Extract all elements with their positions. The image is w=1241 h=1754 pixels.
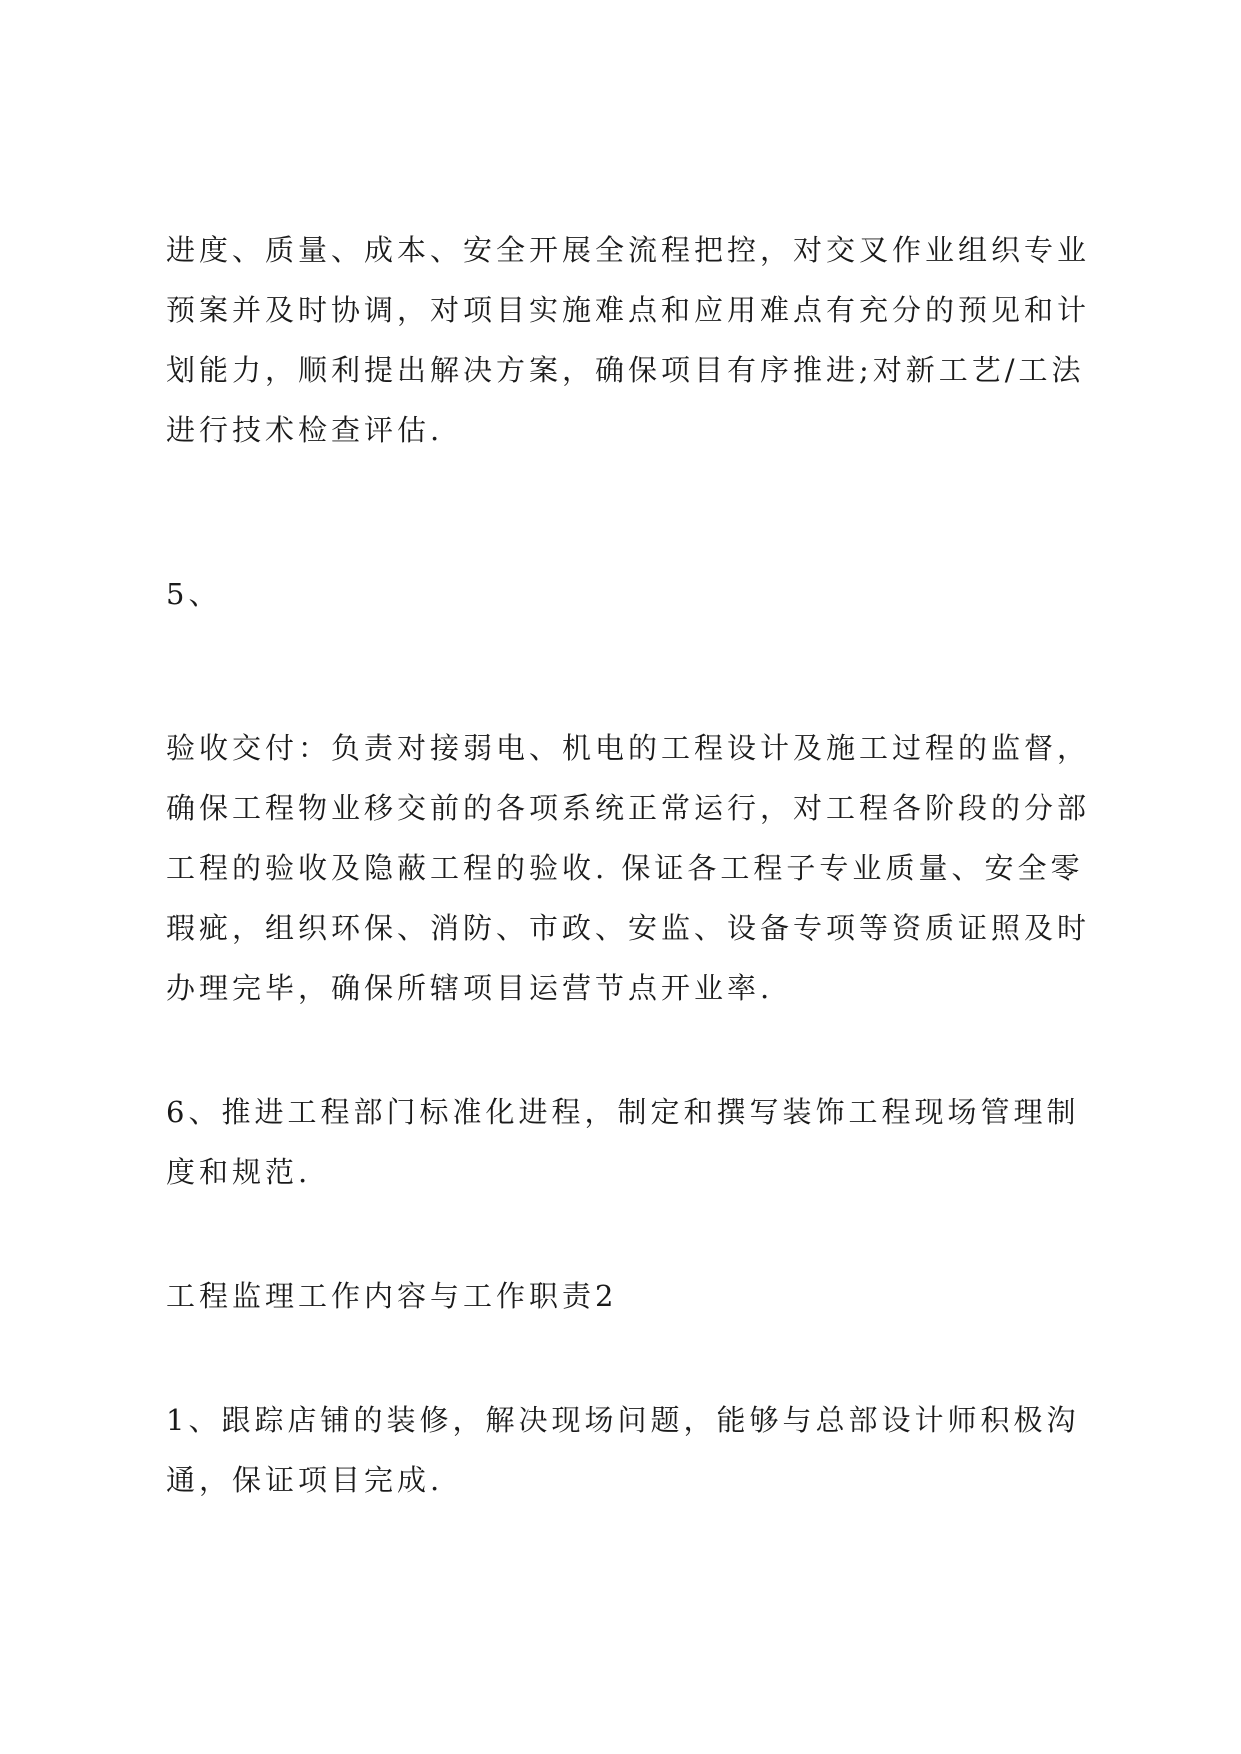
paragraph-gap [166,460,1096,564]
section-heading: 工程监理工作内容与工作职责2 [166,1279,618,1313]
document-body [166,220,1096,1510]
paragraph-gap [166,624,1096,718]
paragraph-item-6: 6、推进工程部门标准化进程，制定和撰写装饰工程现场管理制 度和规范. [166,1095,1080,1189]
paragraph-gap [166,1326,1096,1390]
paragraph-acceptance-delivery: 验收交付：负责对接弱电、机电的工程设计及施工过程的监督， 确保工程物业移交前的各项系统正常运行，对工程各阶段的分部 工程的验收及隐蔽工程的验收. 保证各工程子专业质量、安全零 瑕疵，组织环保、消防、市政、安监、设备专项等资质证照及时 办理完毕，确保所辖项目运营节点开业率. [166,731,1091,1005]
paragraph-item-1: 1、跟踪店铺的装修，解决现场问题，能够与总部设计师积极沟 通，保证项目完成. [166,1403,1080,1497]
item-number-5: 5、 [166,577,222,611]
paragraph-progress-control: 进度、质量、成本、安全开展全流程把控，对交叉作业组织专业 预案并及时协调，对项目实施难点和应用难点有充分的预见和计 划能力，顺利提出解决方案，确保项目有序推进;对新工艺/工法 进行技术检查评估. [166,233,1091,447]
paragraph-gap [166,1202,1096,1266]
paragraph-gap [166,1018,1096,1082]
